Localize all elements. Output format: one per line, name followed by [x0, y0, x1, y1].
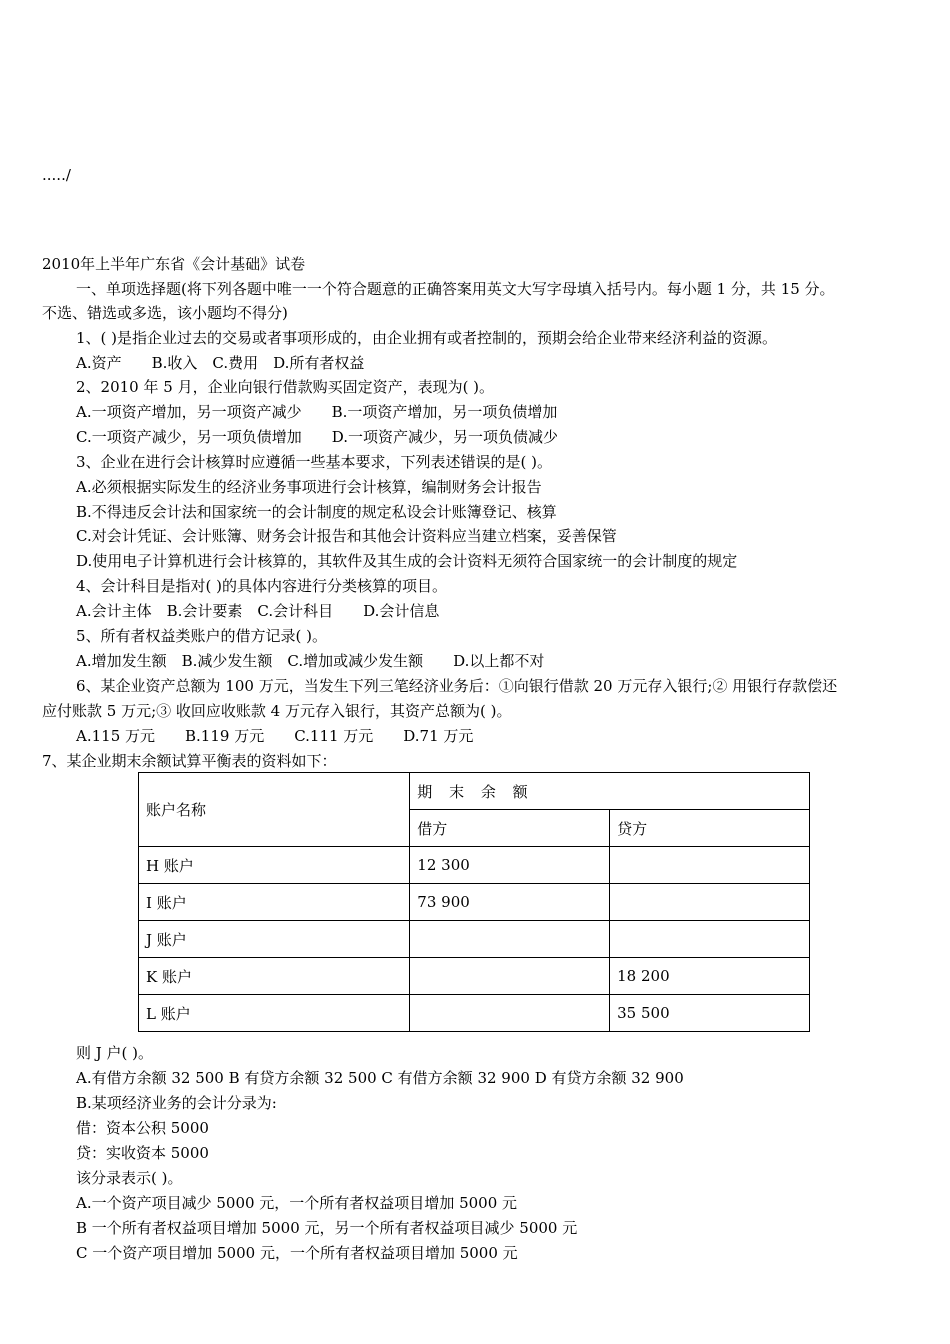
q7-options: A.有借方余额 32 500 B 有贷方余额 32 500 C 有借方余额 32 900 D 有贷方余额 32 900 [76, 1069, 684, 1087]
table-row [139, 921, 810, 958]
exam-title: 2010年上半年广东省《会计基础》试卷 [42, 255, 306, 273]
q8-option-c: C 一个资产项目增加 5000 元，一个所有者权益项目增加 5000 元 [76, 1244, 518, 1262]
debit-cell [410, 995, 610, 1032]
q2-options-ab: A.一项资产增加，另一项资产减少 B.一项资产增加，另一项负债增加 [76, 403, 558, 421]
account-cell: H 账户 [139, 847, 410, 884]
table-row [139, 847, 810, 884]
header-credit: 贷方 [610, 810, 810, 847]
table-header-row [139, 773, 810, 810]
table-row [139, 884, 810, 921]
account-cell: J 账户 [139, 921, 410, 958]
debit-cell [410, 921, 610, 958]
credit-cell [610, 921, 810, 958]
debit-cell: 73 900 [410, 884, 610, 921]
account-cell: K 账户 [139, 958, 410, 995]
header-mark: ...../ [42, 166, 71, 184]
q1-stem: 1、( )是指企业过去的交易或者事项形成的，由企业拥有或者控制的，预期会给企业带来经济利益的资源。 [76, 329, 778, 347]
q8-stem: B.某项经济业务的会计分录为: [76, 1094, 277, 1112]
section1-intro-line2: 不选、错选或多选，该小题均不得分) [42, 304, 288, 322]
credit-cell [610, 884, 810, 921]
q8-option-a: A.一个资产项目减少 5000 元，一个所有者权益项目增加 5000 元 [76, 1194, 518, 1212]
q2-options-cd: C.一项资产减少，另一项负债增加 D.一项资产减少，另一项负债减少 [76, 428, 558, 446]
credit-cell: 18 200 [610, 958, 810, 995]
q2-stem: 2、2010 年 5 月，企业向银行借款购买固定资产，表现为( )。 [76, 378, 495, 396]
table-row [139, 958, 810, 995]
account-cell: I 账户 [139, 884, 410, 921]
debit-cell [410, 958, 610, 995]
header-debit: 借方 [410, 810, 610, 847]
q7-stem: 7、某企业期末余额试算平衡表的资料如下： [42, 752, 337, 770]
q8-credit-entry: 贷：实收资本 5000 [76, 1144, 209, 1162]
header-account-name: 账户名称 [139, 773, 410, 847]
table-row [139, 995, 810, 1032]
account-cell: L 账户 [139, 995, 410, 1032]
header-ending-balance: 期 末 余 额 [410, 773, 810, 810]
q1-options: A.资产 B.收入 C.费用 D.所有者权益 [76, 354, 365, 372]
q3-option-a: A.必须根据实际发生的经济业务事项进行会计核算，编制财务会计报告 [76, 478, 542, 496]
q7-after-table: 则 J 户( )。 [76, 1044, 154, 1062]
debit-cell: 12 300 [410, 847, 610, 884]
q3-option-b: B.不得违反会计法和国家统一的会计制度的规定私设会计账簿登记、核算 [76, 503, 557, 521]
q6-options: A.115 万元 B.119 万元 C.111 万元 D.71 万元 [76, 727, 474, 745]
credit-cell: 35 500 [610, 995, 810, 1032]
q6-stem-line1: 6、某企业资产总额为 100 万元，当发生下列三笔经济业务后：①向银行借款 20 万元存入银行;② 用银行存款偿还 [76, 677, 838, 695]
section1-intro-line1: 一、单项选择题(将下列各题中唯一一个符合题意的正确答案用英文大写字母填入括号内。每小题 1 分，共 15 分。 [76, 280, 835, 298]
q4-options: A.会计主体 B.会计要素 C.会计科目 D.会计信息 [76, 602, 440, 620]
q3-option-c: C.对会计凭证、会计账簿、财务会计报告和其他会计资料应当建立档案，妥善保管 [76, 527, 617, 545]
q5-stem: 5、所有者权益类账户的借方记录( )。 [76, 627, 328, 645]
q8-question: 该分录表示( )。 [76, 1169, 183, 1187]
q3-option-d: D.使用电子计算机进行会计核算的，其软件及其生成的会计资料无须符合国家统一的会计制度的规定 [76, 552, 738, 570]
q8-debit-entry: 借：资本公积 5000 [76, 1119, 209, 1137]
trial-balance-table [138, 772, 810, 1032]
q5-options: A.增加发生额 B.减少发生额 C.增加或减少发生额 D.以上都不对 [76, 652, 545, 670]
q3-stem: 3、企业在进行会计核算时应遵循一些基本要求，下列表述错误的是( )。 [76, 453, 553, 471]
credit-cell [610, 847, 810, 884]
q4-stem: 4、会计科目是指对( )的具体内容进行分类核算的项目。 [76, 577, 448, 595]
q8-option-b: B 一个所有者权益项目增加 5000 元，另一个所有者权益项目减少 5000 元 [76, 1219, 578, 1237]
q6-stem-line2: 应付账款 5 万元;③ 收回应收账款 4 万元存入银行，其资产总额为( )。 [42, 702, 512, 720]
